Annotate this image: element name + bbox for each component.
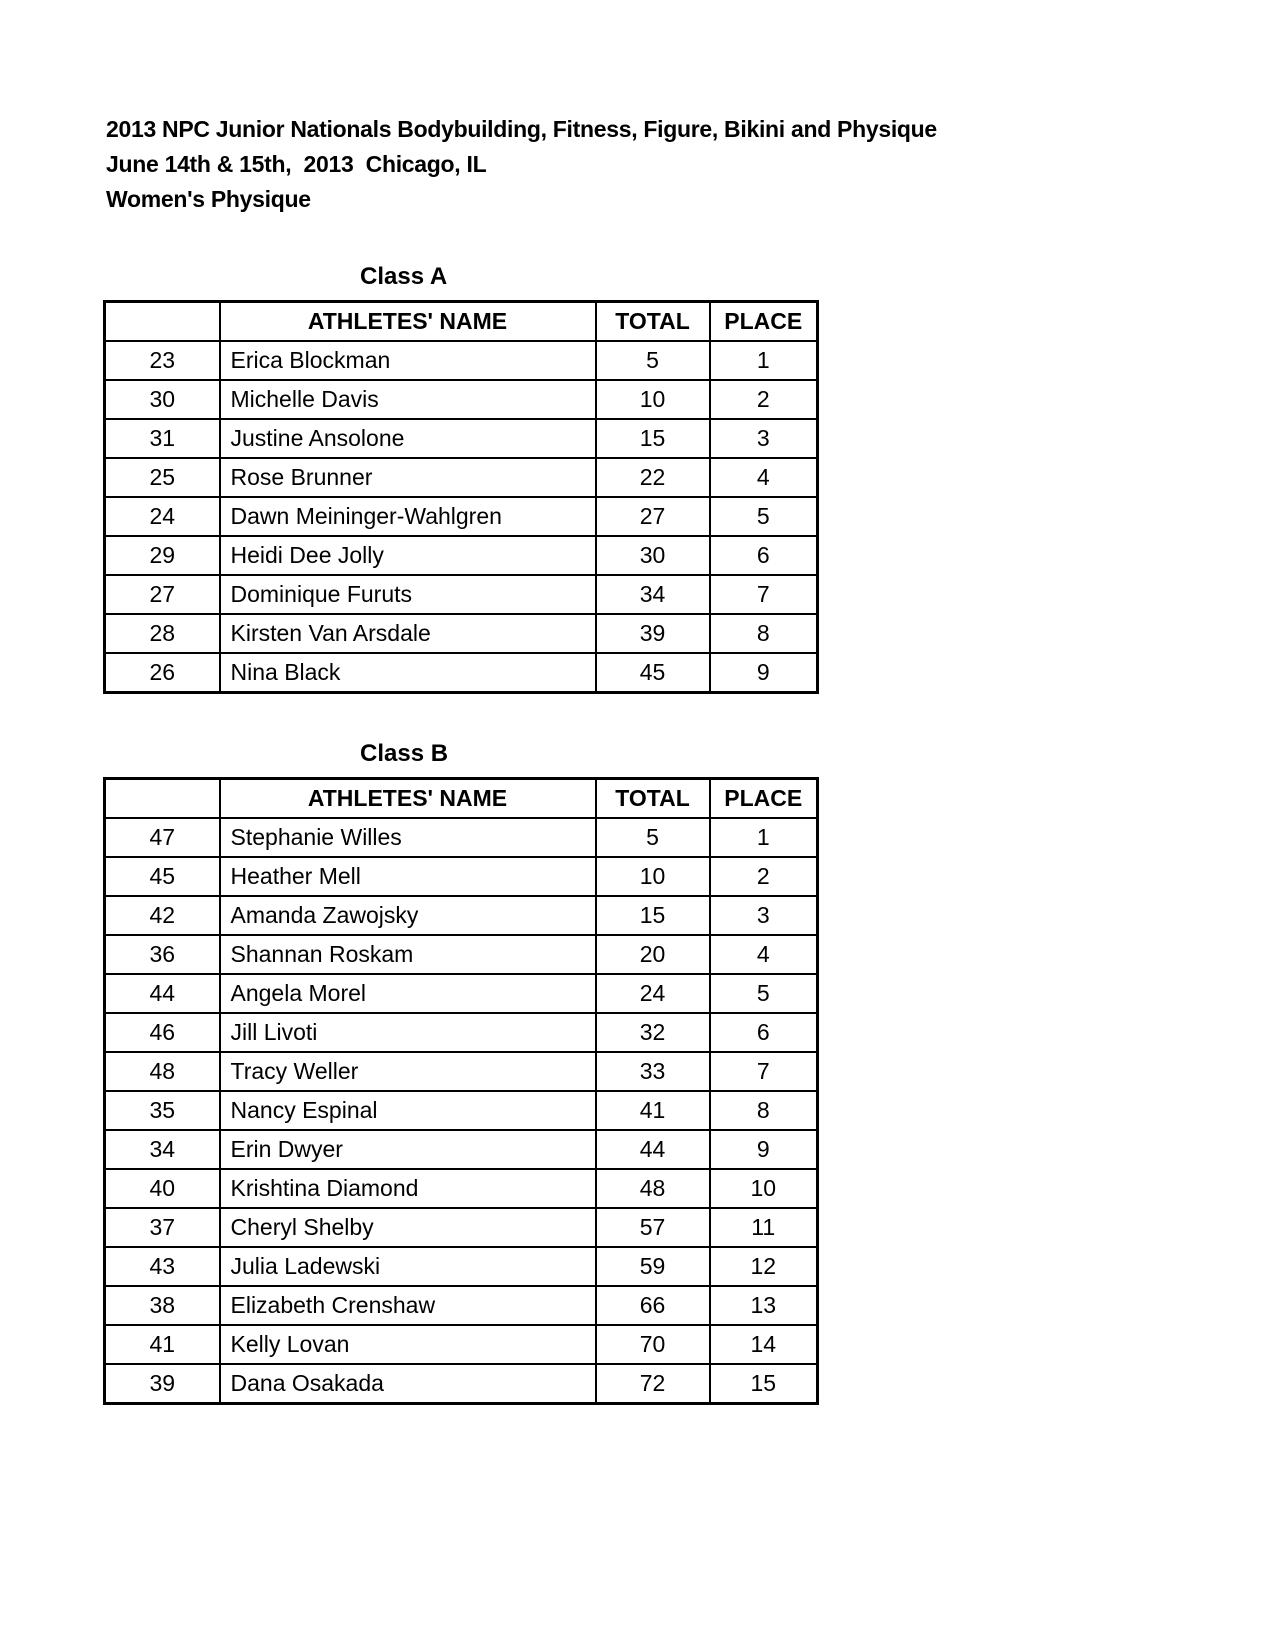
place-cell: 1 — [710, 818, 818, 857]
place-cell: 3 — [710, 896, 818, 935]
total-score-cell: 45 — [596, 653, 710, 693]
athlete-name-cell: Erin Dwyer — [220, 1130, 596, 1169]
place-cell: 11 — [710, 1208, 818, 1247]
table-row — [105, 1325, 818, 1364]
athlete-name-cell: Justine Ansolone — [220, 419, 596, 458]
competitor-number-column-header — [105, 302, 220, 342]
athletes-name-column-header: ATHLETES' NAME — [220, 779, 596, 819]
competitor-number-column-header — [105, 779, 220, 819]
total-score-cell: 66 — [596, 1286, 710, 1325]
athlete-name-cell: Nina Black — [220, 653, 596, 693]
table-row — [105, 653, 818, 693]
table-row — [105, 341, 818, 380]
athlete-name-cell: Dominique Furuts — [220, 575, 596, 614]
total-column-header: TOTAL — [596, 779, 710, 819]
total-score-cell: 33 — [596, 1052, 710, 1091]
total-score-cell: 27 — [596, 497, 710, 536]
place-cell: 13 — [710, 1286, 818, 1325]
athlete-name-cell: Krishtina Diamond — [220, 1169, 596, 1208]
total-score-cell: 10 — [596, 380, 710, 419]
total-score-cell: 59 — [596, 1247, 710, 1286]
table-row — [105, 818, 818, 857]
table-row — [105, 1130, 818, 1169]
table-row — [105, 974, 818, 1013]
athlete-name-cell: Dana Osakada — [220, 1364, 596, 1404]
athlete-name-cell: Angela Morel — [220, 974, 596, 1013]
place-cell: 14 — [710, 1325, 818, 1364]
header-row — [105, 302, 818, 342]
competitor-number-cell: 27 — [105, 575, 220, 614]
table-row — [105, 497, 818, 536]
table-row — [105, 857, 818, 896]
table-row — [105, 458, 818, 497]
place-column-header: PLACE — [710, 302, 818, 342]
place-cell: 5 — [710, 497, 818, 536]
place-cell: 6 — [710, 536, 818, 575]
competitor-number-cell: 25 — [105, 458, 220, 497]
athlete-name-cell: Elizabeth Crenshaw — [220, 1286, 596, 1325]
competitor-number-cell: 47 — [105, 818, 220, 857]
total-score-cell: 57 — [596, 1208, 710, 1247]
competitor-number-cell: 38 — [105, 1286, 220, 1325]
athlete-name-cell: Tracy Weller — [220, 1052, 596, 1091]
title-line-division: Women's Physique — [106, 186, 311, 212]
place-cell: 9 — [710, 1130, 818, 1169]
class-b-label: Class B — [360, 740, 449, 767]
table-row — [105, 935, 818, 974]
table-row — [105, 1169, 818, 1208]
athlete-name-cell: Kelly Lovan — [220, 1325, 596, 1364]
table-row — [105, 536, 818, 575]
competitor-number-cell: 39 — [105, 1364, 220, 1404]
class-a-results-table — [103, 300, 819, 694]
table-row — [105, 419, 818, 458]
place-cell: 8 — [710, 1091, 818, 1130]
table-row — [105, 1247, 818, 1286]
competitor-number-cell: 37 — [105, 1208, 220, 1247]
competitor-number-cell: 28 — [105, 614, 220, 653]
total-score-cell: 44 — [596, 1130, 710, 1169]
competitor-number-cell: 23 — [105, 341, 220, 380]
competitor-number-cell: 36 — [105, 935, 220, 974]
total-score-cell: 34 — [596, 575, 710, 614]
total-score-cell: 48 — [596, 1169, 710, 1208]
class-a-label: Class A — [360, 263, 448, 290]
total-score-cell: 72 — [596, 1364, 710, 1404]
competitor-number-cell: 24 — [105, 497, 220, 536]
competitor-number-cell: 44 — [105, 974, 220, 1013]
table-row — [105, 614, 818, 653]
athlete-name-cell: Shannan Roskam — [220, 935, 596, 974]
place-cell: 2 — [710, 380, 818, 419]
athlete-name-cell: Dawn Meininger-Wahlgren — [220, 497, 596, 536]
competitor-number-cell: 34 — [105, 1130, 220, 1169]
table-row — [105, 1052, 818, 1091]
place-cell: 10 — [710, 1169, 818, 1208]
table-row — [105, 1364, 818, 1404]
competitor-number-cell: 46 — [105, 1013, 220, 1052]
athlete-name-cell: Cheryl Shelby — [220, 1208, 596, 1247]
athlete-name-cell: Jill Livoti — [220, 1013, 596, 1052]
place-cell: 3 — [710, 419, 818, 458]
total-score-cell: 20 — [596, 935, 710, 974]
class-b-results-table — [103, 777, 819, 1405]
total-score-cell: 5 — [596, 818, 710, 857]
place-cell: 5 — [710, 974, 818, 1013]
athlete-name-cell: Kirsten Van Arsdale — [220, 614, 596, 653]
competitor-number-cell: 26 — [105, 653, 220, 693]
athlete-name-cell: Heather Mell — [220, 857, 596, 896]
table-row — [105, 575, 818, 614]
total-score-cell: 24 — [596, 974, 710, 1013]
athlete-name-cell: Erica Blockman — [220, 341, 596, 380]
place-cell: 8 — [710, 614, 818, 653]
total-score-cell: 41 — [596, 1091, 710, 1130]
athlete-name-cell: Julia Ladewski — [220, 1247, 596, 1286]
competitor-number-cell: 30 — [105, 380, 220, 419]
table-row — [105, 1208, 818, 1247]
title-line-event: 2013 NPC Junior Nationals Bodybuilding, Fitness, Figure, Bikini and Physique — [106, 116, 937, 142]
athlete-name-cell: Amanda Zawojsky — [220, 896, 596, 935]
table-row — [105, 1286, 818, 1325]
table-row — [105, 1091, 818, 1130]
competitor-number-cell: 31 — [105, 419, 220, 458]
place-cell: 2 — [710, 857, 818, 896]
place-cell: 7 — [710, 575, 818, 614]
competitor-number-cell: 48 — [105, 1052, 220, 1091]
athlete-name-cell: Nancy Espinal — [220, 1091, 596, 1130]
table-row — [105, 380, 818, 419]
total-score-cell: 39 — [596, 614, 710, 653]
title-line-date-location: June 14th & 15th, 2013 Chicago, IL — [106, 151, 487, 177]
total-score-cell: 22 — [596, 458, 710, 497]
place-cell: 4 — [710, 935, 818, 974]
place-cell: 9 — [710, 653, 818, 693]
document-title — [106, 112, 1275, 217]
athlete-name-cell: Michelle Davis — [220, 380, 596, 419]
total-score-cell: 15 — [596, 419, 710, 458]
competitor-number-cell: 43 — [105, 1247, 220, 1286]
place-cell: 6 — [710, 1013, 818, 1052]
place-cell: 1 — [710, 341, 818, 380]
competitor-number-cell: 40 — [105, 1169, 220, 1208]
place-cell: 15 — [710, 1364, 818, 1404]
place-cell: 12 — [710, 1247, 818, 1286]
place-column-header: PLACE — [710, 779, 818, 819]
header-row — [105, 779, 818, 819]
total-score-cell: 10 — [596, 857, 710, 896]
table-row — [105, 896, 818, 935]
total-score-cell: 5 — [596, 341, 710, 380]
competitor-number-cell: 42 — [105, 896, 220, 935]
athletes-name-column-header: ATHLETES' NAME — [220, 302, 596, 342]
total-score-cell: 70 — [596, 1325, 710, 1364]
competitor-number-cell: 45 — [105, 857, 220, 896]
competitor-number-cell: 29 — [105, 536, 220, 575]
table-row — [105, 1013, 818, 1052]
athlete-name-cell: Heidi Dee Jolly — [220, 536, 596, 575]
total-score-cell: 15 — [596, 896, 710, 935]
competitor-number-cell: 35 — [105, 1091, 220, 1130]
total-column-header: TOTAL — [596, 302, 710, 342]
athlete-name-cell: Stephanie Willes — [220, 818, 596, 857]
athlete-name-cell: Rose Brunner — [220, 458, 596, 497]
place-cell: 7 — [710, 1052, 818, 1091]
competitor-number-cell: 41 — [105, 1325, 220, 1364]
total-score-cell: 30 — [596, 536, 710, 575]
total-score-cell: 32 — [596, 1013, 710, 1052]
place-cell: 4 — [710, 458, 818, 497]
